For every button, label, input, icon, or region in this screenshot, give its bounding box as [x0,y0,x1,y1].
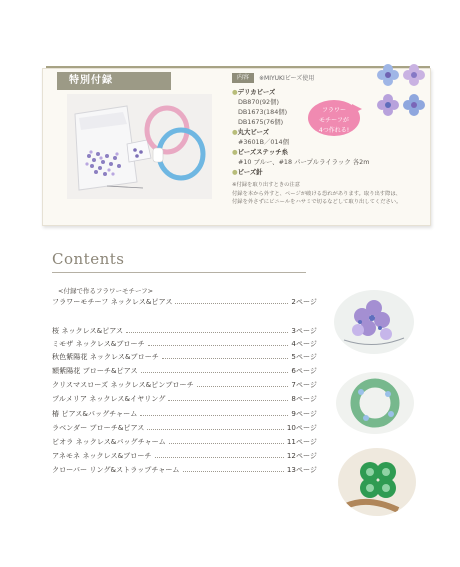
toc-entry-title: ミモザ ネックレス&ブローチ [52,339,145,348]
toc-leader-dots [155,457,284,458]
toc-entry-title: ラベンダー ブローチ&ピアス [52,423,145,432]
toc-entry-page: 8ページ [291,394,317,403]
flower-motif-icon [402,63,426,87]
material-item [238,137,289,146]
toc-entry [52,451,317,461]
supplement-product-photo [67,94,212,199]
material-item [238,157,369,166]
material-text: ビーズ針 [237,168,263,176]
toc-entry-title: クリスマスローズ ネックレス&ピンブローチ [52,380,194,389]
toc-leader-dots [140,415,288,416]
toc-entry-page: 12ページ [286,451,317,460]
toc-leader-dots [175,303,288,304]
bubble-line: モチーフが [319,117,349,124]
contents-title: Contents [52,250,125,268]
bullet-icon: ● [232,128,238,136]
toc-entry-page: 11ページ [286,437,317,446]
materials-note: ※MIYUKIビーズ使用 [259,75,315,82]
bullet-icon: ● [232,88,238,96]
material-text: #10 ブルー、#18 パープルライラック 各2m [238,158,370,166]
material-item [238,117,283,126]
toc-entry-page: 7ページ [291,380,317,389]
toc-leader-dots [197,386,288,387]
toc-entry-title: プルメリア ネックレス&イヤリング [52,394,166,403]
toc-entry [52,423,317,433]
toc-leader-dots [168,400,288,401]
toc-entry-page: 13ページ [286,465,317,474]
wreath-motif-photo [336,372,414,434]
material-item [238,97,279,106]
toc-entry [52,465,317,475]
toc-leader-dots [147,429,284,430]
toc-leader-dots [183,471,284,472]
flower-motifs [370,63,430,133]
toc-entry-page: 3ページ [291,326,317,335]
toc-entry-page: 5ページ [291,352,317,361]
toc-entry [52,297,317,307]
material-heading [232,167,263,176]
material-heading [232,127,269,136]
materials-label: 内容 [232,73,254,83]
bubble-line: 4つ作れる! [318,127,350,134]
callout-bubble [308,100,360,136]
toc-entry [52,380,317,390]
toc-entry-page: 10ページ [286,423,317,432]
toc-entry [52,437,317,447]
toc-entry [52,339,317,349]
material-text: 丸大ビーズ [237,128,269,136]
material-text: #3601B／014個 [238,138,289,146]
flower-motif-icon [376,93,400,117]
toc-entry [52,366,317,376]
toc-entry-title: 桜 ネックレス&ピアス [52,326,124,335]
material-text: デリカビーズ [237,88,276,96]
toc-entry-title: フラワーモチーフ ネックレス&ピアス [52,297,173,306]
toc-leader-dots [148,345,288,346]
toc-entry-title: クローバー リング&ストラップチャーム [52,465,180,474]
toc-entry [52,352,317,362]
toc-leader-dots [162,358,288,359]
footnote-title: ※付録を取り出すときの注意 [232,182,301,188]
toc-entry-title: 椿 ピアス&バッグチャーム [52,409,138,418]
flower-motif-icon [402,93,426,117]
flower-motif-icon [376,63,400,87]
toc-leader-dots [141,372,288,373]
material-heading [232,147,288,156]
toc-leader-dots [126,332,288,333]
toc-entry-page: 9ページ [291,409,317,418]
bubble-line: フラワー [321,107,346,114]
supplement-title: 特別付録 [57,72,171,90]
footnote-line: 付録を外さずにビニールをハサミで切るなどして取り出してください。 [232,199,402,205]
toc-entry-page: 4ページ [291,339,317,348]
bullet-icon: ● [232,168,238,176]
title-divider [52,272,306,273]
clover-ring-photo [338,448,416,516]
material-text: DB870(92個) [238,98,280,106]
material-text: DB1673(184個) [238,108,288,116]
toc-subheading: <付録で作るフラワーモチーフ> [58,287,154,295]
material-heading [232,87,275,96]
toc-entry [52,326,317,336]
flower-motif-photo [334,290,414,354]
toc-entry-title: アネモネ ネックレス&ブローチ [52,451,152,460]
toc-leader-dots [169,443,284,444]
toc-entry-page: 6ページ [291,366,317,375]
toc-entry-page: 2ページ [291,297,317,306]
material-text: DB1675(76個) [238,118,284,126]
material-item [238,107,287,116]
footnote-line: 付録を本から外すと、ページが破ける恐れがあります。取り出す際は、 [232,191,401,197]
toc-entry-title: 秋色紫陽花 ネックレス&ブローチ [52,352,159,361]
toc-entry-title: 額紫陽花 ブローチ&ピアス [52,366,138,375]
bullet-icon: ● [232,148,238,156]
toc-entry-title: ビオラ ネックレス&バッグチャーム [52,437,166,446]
material-text: ビーズステッチ糸 [237,148,288,156]
toc-entry [52,394,317,404]
toc-entry [52,409,317,419]
